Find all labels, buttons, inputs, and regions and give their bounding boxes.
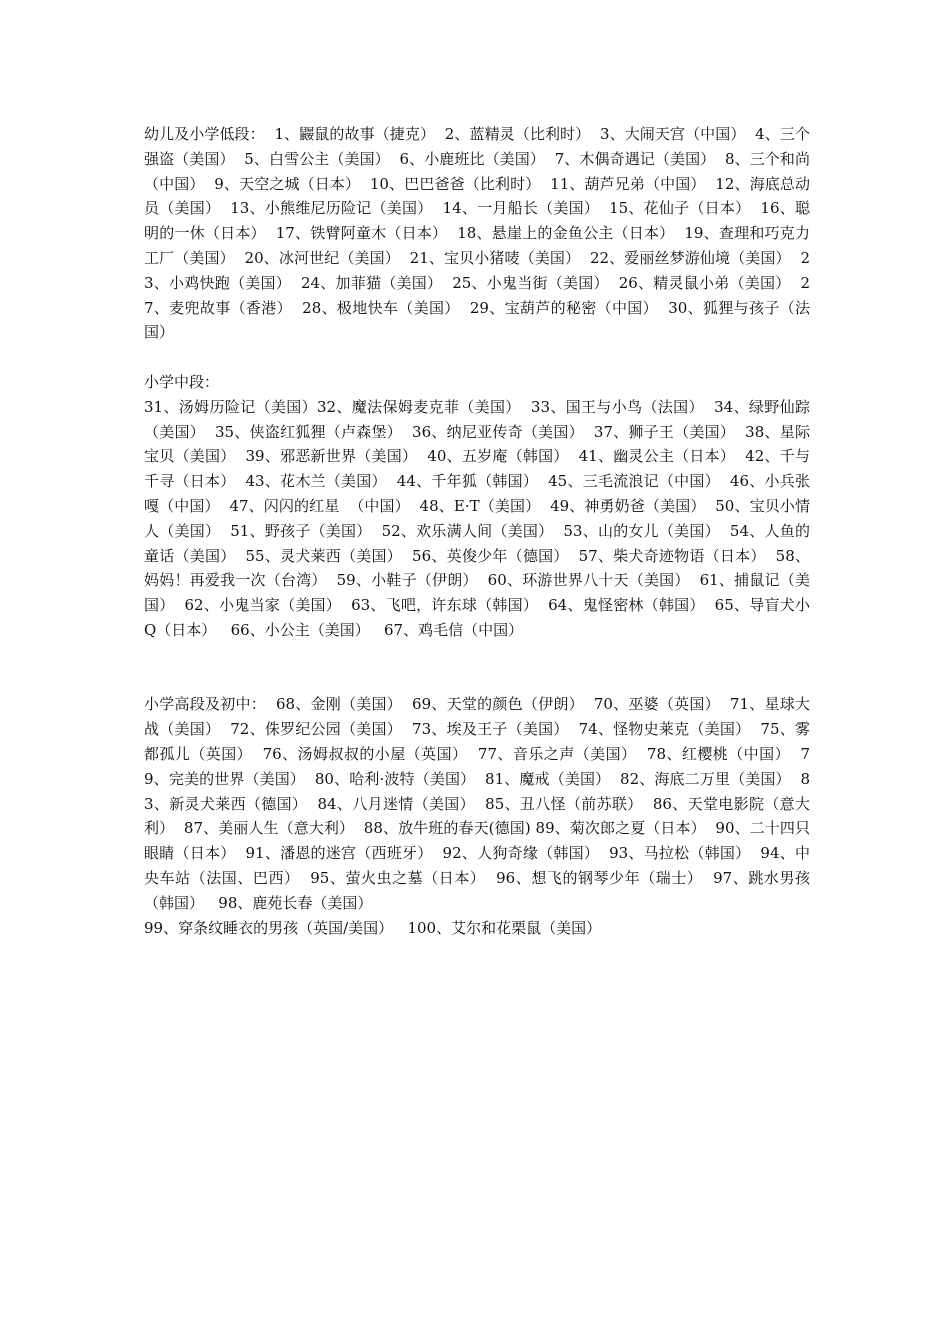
- section-upper-grades: 小学高段及初中： 68、金刚（美国） 69、天堂的颜色（伊朗） 70、巫婆（英国） 71、星球大战（美国） 72、侏罗纪公园（美国） 73、埃及王子（美国） 74、怪物史莱克（美国） 75、雾都孤儿（英国） 76、汤姆叔叔的小屋（英国） 77、音乐之声（美国） 78、红樱桃（中国） 79、完美的世界（美国） 80、哈利·波特（美国） 81、魔戒（美国） 82、海底二万里（美国） 83、新灵犬莱西（德国） 84、八月迷情（美国） 85、丑八怪（前苏联） 86、天堂电影院（意大利） 87、美丽人生（意大利） 88、放牛班的春天(德国) 89、菊次郎之夏（日本） 90、二十四只眼睛（日本） 91、潘恩的迷宫（西班牙） 92、人狗奇缘（韩国） 93、马拉松（韩国） 94、中央车站（法国、巴西） 95、萤火虫之墓（日本） 96、想飞的钢琴少年（瑞士） 97、跳水男孩（韩国） 98、鹿苑长春（美国）: [144, 695, 810, 912]
- spacer: [144, 345, 810, 370]
- section-middle-grades: 31、汤姆历险记（美国）32、魔法保姆麦克菲（美国） 33、国王与小鸟（法国） 34、绿野仙踪（美国） 35、侠盗红狐狸（卢森堡） 36、纳尼亚传奇（美国） 37、狮子王（美国） 38、星际宝贝（美国） 39、邪恶新世界（美国） 40、五岁庵（韩国） 41、幽灵公主（日本） 42、千与千寻（日本） 43、花木兰（美国） 44、千年狐（韩国） 45、三毛流浪记（中国） 46、小兵张嘎（中国） 47、闪闪的红星 （中国） 48、E·T（美国） 49、神勇奶爸（美国） 50、宝贝小情人（美国） 51、野孩子（美国） 52、欢乐满人间（美国） 53、山的女儿（美国） 54、人鱼的童话（美国） 55、灵犬莱西（美国） 56、英俊少年（德国） 57、柴犬奇迹物语（日本） 58、妈妈！再爱我一次（台湾） 59、小鞋子（伊朗） 60、环游世界八十天（美国） 61、捕鼠记（美国） 62、小鬼当家（美国） 63、飞吧，许东球（韩国） 64、鬼怪密林（韩国） 65、导盲犬小 Q（日本） 66、小公主（美国） 67、鸡毛信（中国）: [144, 397, 815, 639]
- spacer: [144, 643, 810, 693]
- section-upper-grades-extra: 99、穿条纹睡衣的男孩（英国/美国） 100、艾尔和花栗鼠（美国）: [144, 918, 602, 937]
- section-early-grades: 幼儿及小学低段： 1、鼹鼠的故事（捷克） 2、蓝精灵（比利时） 3、大闹天宫（中国） 4、三个强盗（美国） 5、白雪公主（美国） 6、小鹿班比（美国） 7、木偶奇遇记（美国） 8、三个和尚（中国） 9、天空之城（日本） 10、巴巴爸爸（比利时） 11、葫芦兄弟（中国） 12、海底总动员（美国） 13、小熊维尼历险记（美国） 14、一月船长（美国） 15、花仙子（日本） 16、聪明的一休（日本） 17、铁臂阿童木（日本） 18、悬崖上的金鱼公主（日本） 19、查理和巧克力工厂（美国） 20、冰河世纪（美国） 21、宝贝小猪唛（美国） 22、爱丽丝梦游仙境（美国） 23、小鸡快跑（美国） 24、加菲猫（美国） 25、小鬼当街（美国） 26、精灵鼠小弟（美国） 27、麦兜故事（香港） 28、极地快车（美国） 29、宝葫芦的秘密（中国） 30、狐狸与孩子（法国）: [144, 125, 810, 342]
- section-middle-grades-heading: 小学中段：: [144, 372, 220, 391]
- document-body: [144, 122, 815, 940]
